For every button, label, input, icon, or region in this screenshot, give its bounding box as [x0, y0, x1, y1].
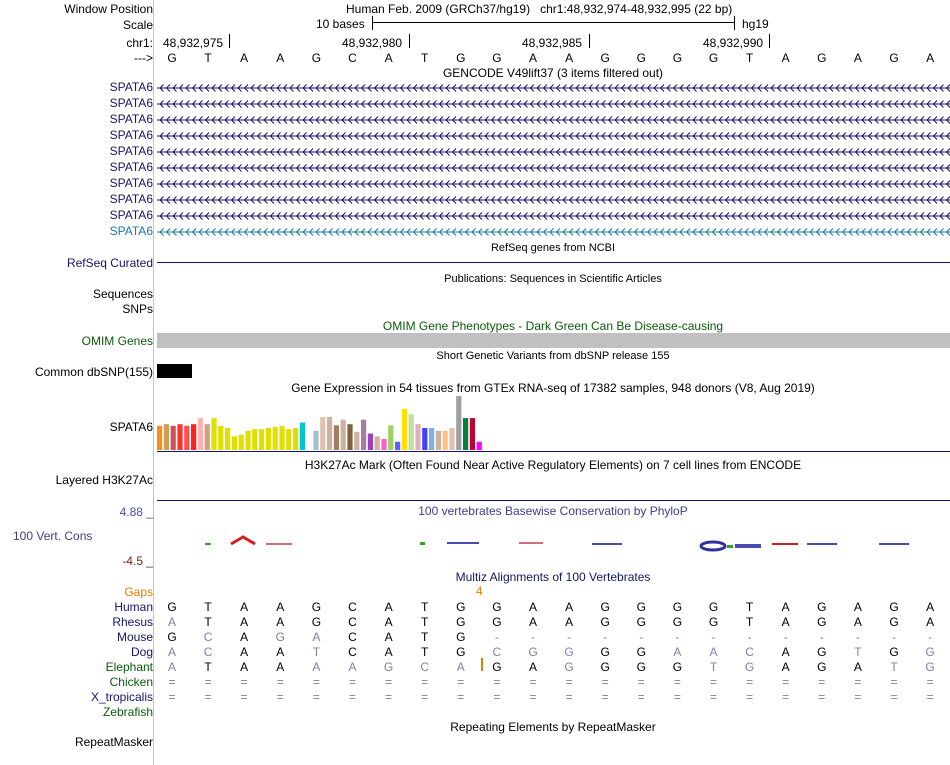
- phylop-title: 100 vertebrates Basewise Conservation by PhyloP: [418, 504, 688, 518]
- alignment-base: -: [819, 630, 824, 644]
- species-label[interactable]: Elephant: [105, 660, 153, 674]
- alignment-base: =: [782, 690, 790, 704]
- alignment-base: -: [567, 630, 572, 644]
- phylop-max: 4.88 _: [119, 505, 153, 519]
- alignment-base: A: [276, 645, 285, 659]
- alignment-base: T: [421, 615, 429, 629]
- gtex-tissue-bar[interactable]: [375, 436, 380, 450]
- gtex-tissue-bar[interactable]: [381, 439, 386, 450]
- alignment-base: C: [348, 630, 357, 644]
- reference-base: G: [492, 51, 502, 65]
- gtex-tissue-bar[interactable]: [368, 434, 373, 451]
- alignment-base: =: [529, 675, 537, 689]
- gtex-tissue-bar[interactable]: [259, 429, 264, 450]
- alignment-base: =: [204, 690, 212, 704]
- omim-title: OMIM Gene Phenotypes - Dark Green Can Be Disease-causing: [382, 319, 724, 333]
- alignment-base: A: [167, 660, 176, 674]
- alignment-base: A: [276, 600, 285, 614]
- alignment-base: A: [384, 600, 393, 614]
- alignment-base: =: [385, 690, 393, 704]
- gtex-tissue-bar[interactable]: [443, 431, 448, 450]
- alignment-base: A: [384, 630, 393, 644]
- alignment-base: G: [456, 645, 466, 659]
- window-position-label: Window Position: [64, 2, 153, 16]
- gtex-label[interactable]: SPATA6: [109, 420, 153, 434]
- ruler-position: 48,932,975: [163, 36, 224, 50]
- alignment-base: T: [890, 660, 898, 674]
- alignment-base: G: [817, 660, 827, 674]
- alignment-base: A: [709, 645, 718, 659]
- gtex-tissue-bar[interactable]: [300, 423, 305, 451]
- alignment-base: G: [672, 660, 683, 674]
- alignment-base: =: [240, 675, 248, 689]
- reference-base: G: [672, 51, 683, 65]
- alignment-base: A: [348, 660, 357, 674]
- gtex-tissue-bar[interactable]: [171, 426, 176, 450]
- ruler-position: 48,932,980: [342, 36, 403, 50]
- alignment-base: T: [745, 615, 754, 629]
- reference-base: C: [348, 51, 357, 65]
- h3k27ac-title: H3K27Ac Mark (Often Found Near Active Regulatory Elements) on 7 cell lines from ENCODE: [304, 458, 802, 472]
- ruler-tick: [409, 34, 410, 48]
- alignment-base: A: [781, 660, 790, 674]
- window-position-value: Human Feb. 2009 (GRCh37/hg19) chr1:48,932,974-48,932,995 (22 bp): [346, 2, 733, 16]
- alignment-base: =: [709, 675, 717, 689]
- gtex-tissue-bar[interactable]: [307, 447, 312, 450]
- alignment-base: A: [528, 615, 537, 629]
- alignment-base: T: [204, 660, 212, 674]
- gtex-tissue-bar[interactable]: [320, 417, 325, 450]
- phylop-logo-track[interactable]: [157, 530, 950, 555]
- species-label[interactable]: Rhesus: [112, 615, 153, 629]
- publications-title: Publications: Sequences in Scientific Articles: [444, 273, 662, 285]
- alignment-base: G: [456, 615, 466, 629]
- gtex-tissue-bar[interactable]: [341, 420, 346, 450]
- gencode-transcript-line[interactable]: [157, 83, 950, 93]
- gtex-tissue-bar[interactable]: [157, 426, 162, 450]
- ruler-position: 48,932,990: [703, 36, 764, 50]
- alignment-base: C: [348, 615, 357, 629]
- alignment-base: C: [492, 645, 502, 659]
- gtex-tissue-bar[interactable]: [409, 414, 414, 450]
- gtex-tissue-bar[interactable]: [456, 396, 461, 450]
- alignment-base: =: [890, 690, 898, 704]
- gtex-tissue-bar[interactable]: [205, 424, 210, 450]
- alignment-base: A: [384, 645, 393, 659]
- multiz-title: Multiz Alignments of 100 Vertebrates: [455, 570, 651, 584]
- gtex-tissue-bar[interactable]: [191, 424, 196, 450]
- gtex-tissue-bar[interactable]: [313, 431, 318, 450]
- alignment-base: A: [456, 660, 465, 674]
- gtex-tissue-bar[interactable]: [415, 424, 420, 450]
- gtex-tissue-bar[interactable]: [198, 418, 203, 450]
- alignment-base: C: [203, 645, 213, 659]
- alignment-base: G: [889, 600, 899, 614]
- alignment-base: G: [528, 645, 538, 659]
- alignment-base: G: [456, 630, 466, 644]
- alignment-base: C: [745, 645, 754, 659]
- alignment-base: G: [636, 645, 646, 659]
- alignment-base: =: [673, 675, 681, 689]
- alignment-base: C: [348, 600, 357, 614]
- omim-bar[interactable]: [157, 333, 950, 348]
- alignment-base: G: [275, 630, 285, 644]
- gtex-tissue-bar[interactable]: [286, 429, 291, 450]
- alignment-base: G: [672, 615, 683, 629]
- alignment-base: A: [276, 615, 285, 629]
- alignment-base: =: [493, 690, 501, 704]
- alignment-base: =: [240, 690, 248, 704]
- gtex-tissue-bar[interactable]: [273, 427, 278, 450]
- alignment-base: T: [421, 630, 429, 644]
- gtex-tissue-bar[interactable]: [245, 431, 250, 450]
- alignment-base: =: [782, 675, 790, 689]
- alignment-base: G: [492, 615, 502, 629]
- alignment-base: -: [783, 630, 788, 644]
- alignment-base: A: [853, 615, 862, 629]
- species-label[interactable]: Human: [114, 600, 153, 614]
- refseq-line: [157, 262, 950, 263]
- reference-base: G: [817, 51, 827, 65]
- h3k27ac-label[interactable]: Layered H3K27Ac: [55, 473, 153, 487]
- gencode-transcript-label[interactable]: SPATA6: [109, 192, 153, 206]
- alignment-base: T: [204, 615, 212, 629]
- gtex-tissue-bar[interactable]: [361, 420, 366, 450]
- alignment-base: =: [890, 675, 898, 689]
- phylop-min: -4.5 _: [122, 554, 153, 568]
- alignment-base: =: [746, 690, 754, 704]
- gtex-tissue-bar[interactable]: [347, 424, 352, 450]
- alignment-base: G: [636, 615, 646, 629]
- gtex-tissue-bar[interactable]: [184, 426, 189, 450]
- gtex-tissue-bar[interactable]: [211, 418, 216, 450]
- gencode-transcript-label[interactable]: SPATA6: [109, 144, 153, 158]
- alignment-base: A: [781, 645, 790, 659]
- alignment-base: G: [600, 645, 610, 659]
- gtex-tissue-bar[interactable]: [218, 426, 223, 450]
- alignment-base: G: [492, 600, 502, 614]
- gaps-label: Gaps: [124, 585, 153, 599]
- alignment-base: G: [600, 660, 610, 674]
- alignment-base: =: [601, 675, 609, 689]
- alignment-base: G: [492, 660, 502, 674]
- gencode-transcript-label[interactable]: SPATA6: [109, 112, 153, 126]
- alignment-base: A: [673, 645, 682, 659]
- gtex-tissue-bar[interactable]: [477, 442, 482, 450]
- gencode-transcript-label[interactable]: SPATA6: [109, 80, 153, 94]
- alignment-base: A: [167, 645, 176, 659]
- alignment-base: =: [348, 675, 356, 689]
- alignment-base: =: [493, 675, 501, 689]
- alignment-base: =: [854, 675, 862, 689]
- alignment-base: G: [636, 600, 646, 614]
- gencode-transcript-line[interactable]: [157, 211, 950, 221]
- alignment-base: =: [204, 675, 212, 689]
- alignment-base: A: [240, 630, 249, 644]
- alignment-base: =: [601, 690, 609, 704]
- strand-label: --->: [134, 51, 153, 65]
- alignment-base: -: [494, 630, 499, 644]
- gtex-tissue-bar[interactable]: [177, 424, 182, 450]
- gencode-title: GENCODE V49lift37 (3 items filtered out): [442, 66, 664, 80]
- alignment-base: =: [637, 675, 645, 689]
- alignment-base: G: [889, 615, 899, 629]
- reference-base: T: [421, 51, 429, 65]
- alignment-base: T: [854, 645, 862, 659]
- gtex-baseline: [157, 451, 950, 452]
- alignment-base: T: [421, 600, 429, 614]
- alignment-base: =: [746, 675, 754, 689]
- alignment-base: =: [168, 675, 176, 689]
- dbsnp-label[interactable]: Common dbSNP(155): [34, 365, 153, 379]
- reference-base: G: [600, 51, 610, 65]
- alignment-base: A: [312, 630, 321, 644]
- reference-base: G: [456, 51, 466, 65]
- alignment-base: A: [312, 660, 321, 674]
- reference-base: A: [853, 51, 862, 65]
- gencode-transcript-label[interactable]: SPATA6: [109, 128, 153, 142]
- alignment-base: =: [421, 690, 429, 704]
- gtex-tissue-bar[interactable]: [252, 429, 257, 450]
- alignment-base: =: [457, 675, 465, 689]
- alignment-base: G: [817, 645, 827, 659]
- alignment-base: =: [818, 690, 826, 704]
- alignment-base: =: [926, 690, 934, 704]
- gencode-transcript-line[interactable]: [157, 115, 950, 125]
- reference-base: A: [240, 51, 249, 65]
- alignment-base: =: [276, 675, 284, 689]
- species-label[interactable]: Chicken: [109, 675, 153, 689]
- ruler-tick: [229, 34, 230, 48]
- ruler-tick: [589, 34, 590, 48]
- gtex-tissue-bar[interactable]: [429, 428, 434, 450]
- alignment-base: A: [926, 615, 935, 629]
- gtex-tissue-bar[interactable]: [395, 442, 400, 450]
- species-label[interactable]: Dog: [130, 645, 153, 659]
- gencode-transcript-label[interactable]: SPATA6: [109, 208, 153, 222]
- phylop-label[interactable]: 100 Vert. Cons: [13, 529, 93, 543]
- alignment-base: G: [456, 600, 466, 614]
- alignment-base: =: [673, 690, 681, 704]
- gencode-transcript-line[interactable]: [157, 163, 950, 173]
- alignment-base: =: [709, 690, 717, 704]
- gencode-transcript-line[interactable]: [157, 227, 950, 237]
- gtex-tissue-bar[interactable]: [279, 426, 284, 450]
- alignment-base: A: [240, 645, 249, 659]
- alignment-base: G: [600, 615, 610, 629]
- alignment-base: G: [636, 660, 646, 674]
- alignment-base: A: [781, 615, 790, 629]
- gencode-transcript-label[interactable]: SPATA6: [109, 224, 153, 238]
- ruler-tick: [769, 34, 770, 48]
- alignment-base: A: [528, 600, 537, 614]
- gencode-transcript-line[interactable]: [157, 131, 950, 141]
- alignment-base: G: [167, 630, 177, 644]
- alignment-base: =: [385, 675, 393, 689]
- chrom-label: chr1:: [126, 36, 153, 50]
- alignment-base: =: [637, 690, 645, 704]
- alignment-base: C: [420, 660, 430, 674]
- alignment-base: T: [421, 645, 429, 659]
- gtex-tissue-bar[interactable]: [232, 436, 237, 450]
- alignment-base: G: [600, 600, 610, 614]
- gtex-tissue-bar[interactable]: [225, 428, 230, 450]
- gtex-tissue-bar[interactable]: [449, 428, 454, 450]
- reference-base: T: [204, 51, 212, 65]
- scale-label: Scale: [122, 18, 153, 32]
- alignment-base: A: [167, 615, 176, 629]
- alignment-base: =: [168, 690, 176, 704]
- alignment-base: =: [818, 675, 826, 689]
- alignment-base: =: [312, 675, 320, 689]
- reference-base: G: [311, 51, 322, 65]
- alignment-base: A: [853, 600, 862, 614]
- alignment-base: -: [928, 630, 933, 644]
- reference-base: G: [708, 51, 719, 65]
- alignment-base: A: [853, 660, 862, 674]
- gtex-tissue-bar[interactable]: [402, 409, 407, 450]
- gtex-tissue-bar[interactable]: [164, 424, 169, 450]
- omim-label[interactable]: OMIM Genes: [81, 334, 153, 348]
- alignment-base: -: [711, 630, 716, 644]
- reference-base: A: [926, 51, 935, 65]
- alignment-base: =: [926, 675, 934, 689]
- gtex-tissue-bar[interactable]: [293, 428, 298, 450]
- alignment-base: T: [709, 660, 718, 674]
- ruler-position: 48,932,985: [522, 36, 583, 50]
- alignment-base: A: [565, 600, 574, 614]
- gtex-tissue-bar[interactable]: [470, 418, 475, 450]
- reference-base: A: [565, 51, 574, 65]
- alignment-base: A: [240, 600, 249, 614]
- alignment-base: G: [311, 615, 322, 629]
- alignment-base: -: [892, 630, 896, 644]
- alignment-base: G: [925, 645, 935, 659]
- alignment-base: C: [348, 645, 357, 659]
- alignment-base: -: [747, 630, 752, 644]
- alignment-base: -: [531, 630, 535, 644]
- alignment-base: G: [708, 600, 719, 614]
- gencode-transcript-label[interactable]: SPATA6: [109, 176, 153, 190]
- gencode-transcript-line[interactable]: [157, 195, 950, 205]
- alignment-base: A: [384, 615, 393, 629]
- alignment-base: A: [528, 660, 537, 674]
- alignment-base: G: [564, 645, 574, 659]
- gtex-tissue-bar[interactable]: [239, 435, 244, 450]
- alignment-base: =: [565, 690, 573, 704]
- alignment-base: -: [855, 630, 860, 644]
- repeatmasker-title: Repeating Elements by RepeatMasker: [450, 720, 656, 734]
- snps-label[interactable]: SNPs: [122, 302, 153, 316]
- alignment-base: G: [817, 600, 827, 614]
- alignment-base: =: [421, 675, 429, 689]
- refseq-title: RefSeq genes from NCBI: [490, 242, 616, 254]
- alignment-base: G: [817, 615, 827, 629]
- alignment-base: G: [889, 645, 899, 659]
- scale-value: 10 bases: [316, 17, 365, 31]
- gtex-tissue-bar[interactable]: [388, 425, 393, 450]
- gtex-tissue-bar[interactable]: [354, 432, 359, 450]
- gtex-tissue-bar[interactable]: [327, 417, 332, 450]
- gtex-tissue-bar[interactable]: [436, 431, 441, 450]
- gencode-transcript-label[interactable]: SPATA6: [109, 96, 153, 110]
- gtex-tissue-bar[interactable]: [334, 425, 339, 450]
- alignment-base: =: [276, 690, 284, 704]
- alignment-base: C: [203, 630, 213, 644]
- reference-base: A: [384, 51, 393, 65]
- gencode-transcript-line[interactable]: [157, 179, 950, 189]
- alignment-base: =: [312, 690, 320, 704]
- scale-db: hg19: [742, 17, 769, 31]
- alignment-base: G: [708, 615, 719, 629]
- gencode-transcript-line[interactable]: [157, 99, 950, 109]
- reference-base: A: [528, 51, 537, 65]
- species-label[interactable]: Mouse: [116, 630, 153, 644]
- reference-base: G: [167, 51, 177, 65]
- alignment-base: T: [204, 600, 212, 614]
- alignment-base: =: [348, 690, 356, 704]
- alignment-base: -: [675, 630, 680, 644]
- reference-base: A: [276, 51, 285, 65]
- gtex-tissue-bar[interactable]: [266, 428, 271, 450]
- gtex-title: Gene Expression in 54 tissues from GTEx RNA-seq of 17382 samples, 948 donors (V8, Aug 2019): [291, 381, 815, 395]
- reference-base: G: [636, 51, 646, 65]
- alignment-base: =: [457, 690, 465, 704]
- alignment-base: =: [854, 690, 862, 704]
- gencode-transcript-label[interactable]: SPATA6: [109, 160, 153, 174]
- reference-base: G: [889, 51, 899, 65]
- reference-base: A: [781, 51, 790, 65]
- alignment-base: -: [603, 630, 608, 644]
- sequences-label[interactable]: Sequences: [92, 287, 153, 301]
- dbsnp-variant[interactable]: [157, 364, 192, 378]
- alignment-base: G: [383, 660, 394, 674]
- species-label[interactable]: X_tropicalis: [90, 690, 153, 704]
- reference-base: T: [745, 51, 754, 65]
- gtex-bar-chart[interactable]: [157, 395, 950, 455]
- alignment-base: G: [167, 600, 177, 614]
- alignment-base: G: [744, 660, 755, 674]
- insertion-marker[interactable]: [481, 658, 483, 671]
- alignment-base: T: [312, 645, 321, 659]
- alignment-base: A: [781, 600, 790, 614]
- refseq-label[interactable]: RefSeq Curated: [66, 256, 153, 270]
- alignment-base: A: [240, 615, 249, 629]
- track-label-divider: [153, 0, 154, 765]
- h3k27ac-baseline: [157, 500, 950, 501]
- gtex-tissue-bar[interactable]: [422, 428, 427, 450]
- species-label[interactable]: Zebrafish: [102, 705, 153, 719]
- alignment-base: A: [926, 600, 935, 614]
- gtex-tissue-bar[interactable]: [463, 418, 468, 450]
- alignment-base: A: [240, 660, 249, 674]
- gap-count: 4: [476, 584, 483, 598]
- alignment-base: G: [925, 660, 935, 674]
- alignment-base: -: [639, 630, 644, 644]
- alignment-base: G: [672, 600, 683, 614]
- alignment-base: T: [745, 600, 754, 614]
- alignment-base: A: [276, 660, 285, 674]
- alignment-base: =: [529, 690, 537, 704]
- alignment-base: G: [564, 660, 574, 674]
- dbsnp-title: Short Genetic Variants from dbSNP release 155: [436, 350, 670, 362]
- alignment-base: =: [565, 675, 573, 689]
- gencode-transcript-line[interactable]: [157, 147, 950, 157]
- repeatmasker-label[interactable]: RepeatMasker: [74, 735, 153, 749]
- alignment-base: A: [565, 615, 574, 629]
- alignment-base: G: [311, 600, 322, 614]
